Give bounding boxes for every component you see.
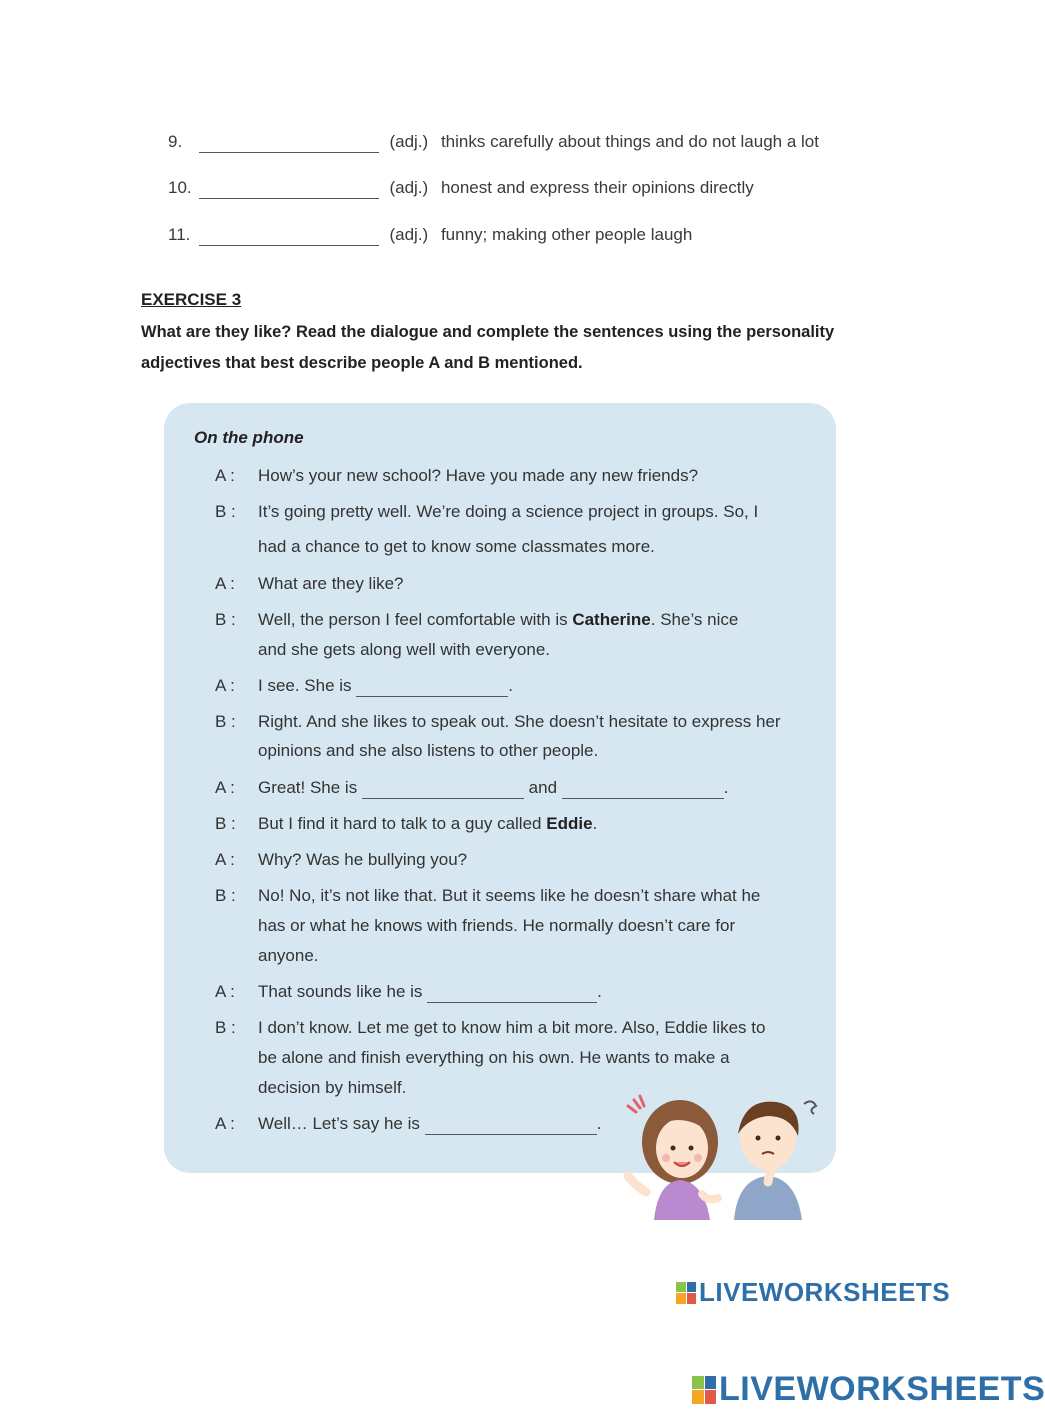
vocab-item — [168, 178, 754, 204]
speaker: A : — [215, 1114, 235, 1133]
speaker: A : — [215, 982, 235, 1001]
speech-text — [258, 676, 513, 697]
definition: thinks carefully about things and do not laugh a lot — [440, 132, 819, 151]
speech-text — [258, 778, 728, 799]
answer-blank[interactable] — [199, 132, 379, 153]
speech-text: be alone and finish everything on his own. He wants to make a — [258, 1048, 730, 1067]
answer-blank[interactable] — [199, 225, 379, 246]
kids-illustration — [618, 1090, 838, 1230]
speech-part: and — [523, 778, 562, 797]
speech-part: . — [597, 982, 602, 1001]
speaker: A : — [215, 850, 235, 869]
speech-part: Well, the person I feel comfortable with is — [258, 610, 573, 629]
speech-text: Why? Was he bullying you? — [258, 850, 468, 869]
speech-text: anyone. — [258, 946, 319, 965]
speech-part: . — [592, 814, 598, 833]
speaker: B : — [215, 502, 236, 521]
speech-text — [258, 610, 738, 630]
speech-text — [258, 982, 602, 1003]
speech-text: and she gets along well with everyone. — [258, 640, 551, 659]
boy-figure — [734, 1101, 816, 1220]
speaker: A : — [215, 676, 235, 695]
speech-part: . — [723, 778, 729, 797]
speech-text: opinions and she also listens to other people. — [258, 741, 599, 760]
speech-text: How’s your new school? Have you made any new friends? — [258, 466, 699, 485]
answer-blank[interactable] — [425, 1114, 597, 1135]
speech-part: But I find it hard to talk to a guy called — [258, 814, 547, 833]
definition: honest and express their opinions directly — [440, 178, 754, 197]
speech-part: That sounds like he is — [258, 982, 428, 1001]
speech-text: It’s going pretty well. We’re doing a science project in groups. So, I — [258, 502, 759, 521]
instruction-line-1: What are they like? Read the dialogue and complete the sentences using the personality — [141, 323, 835, 341]
item-number: 11. — [168, 225, 191, 244]
part-of-speech: (adj.) — [389, 178, 429, 197]
item-number: 10. — [168, 178, 192, 197]
speech-text: No! No, it’s not like that. But it seems like he doesn’t share what he — [258, 886, 761, 905]
name-catherine: Catherine — [572, 610, 651, 629]
logo-icon — [692, 1376, 716, 1404]
speech-part: Great! She is — [258, 778, 362, 797]
liveworksheets-logo-footer — [692, 1370, 1045, 1409]
speaker: B : — [215, 1018, 236, 1037]
speech-text: decision by himself. — [258, 1078, 407, 1097]
logo-text: LIVEWORKSHEETS — [719, 1370, 1045, 1408]
speech-text: What are they like? — [258, 574, 404, 593]
girl-figure — [628, 1096, 718, 1220]
logo-icon — [676, 1282, 696, 1304]
speaker: B : — [215, 814, 236, 833]
speech-text: had a chance to get to know some classmates more. — [258, 537, 655, 556]
speaker: B : — [215, 886, 236, 905]
part-of-speech: (adj.) — [389, 225, 429, 244]
vocab-item — [168, 132, 819, 158]
exercise-title: EXERCISE 3 — [141, 290, 242, 309]
dialogue-title: On the phone — [194, 428, 304, 447]
item-number: 9. — [168, 132, 183, 151]
speech-part: . She’s nice — [650, 610, 739, 629]
vocab-item — [168, 225, 692, 251]
definition: funny; making other people laugh — [440, 225, 693, 244]
speech-text — [258, 1114, 601, 1135]
speech-text: Right. And she likes to speak out. She doesn’t hesitate to express her — [258, 712, 781, 731]
speaker: A : — [215, 574, 235, 593]
name-eddie: Eddie — [546, 814, 593, 833]
speech-text: has or what he knows with friends. He normally doesn’t care for — [258, 916, 736, 935]
part-of-speech: (adj.) — [389, 132, 429, 151]
speech-part: . — [596, 1114, 602, 1133]
answer-blank[interactable] — [199, 178, 379, 199]
speech-text: I don’t know. Let me get to know him a bit more. Also, Eddie likes to — [258, 1018, 766, 1037]
speech-part: . — [508, 676, 514, 695]
speaker: A : — [215, 466, 235, 485]
answer-blank[interactable] — [362, 778, 524, 799]
answer-blank[interactable] — [356, 676, 508, 697]
speech-text — [258, 814, 597, 834]
speech-part: Well… Let’s say he is — [258, 1114, 425, 1133]
speech-part: I see. She is — [258, 676, 357, 695]
speaker: A : — [215, 778, 235, 797]
instruction-line-2: adjectives that best describe people A and B mentioned. — [141, 354, 583, 372]
logo-text: LIVEWORKSHEETS — [699, 1277, 951, 1307]
speaker: B : — [215, 712, 236, 731]
answer-blank[interactable] — [562, 778, 724, 799]
liveworksheets-logo-inline — [676, 1277, 950, 1308]
answer-blank[interactable] — [427, 982, 597, 1003]
speaker: B : — [215, 610, 236, 629]
